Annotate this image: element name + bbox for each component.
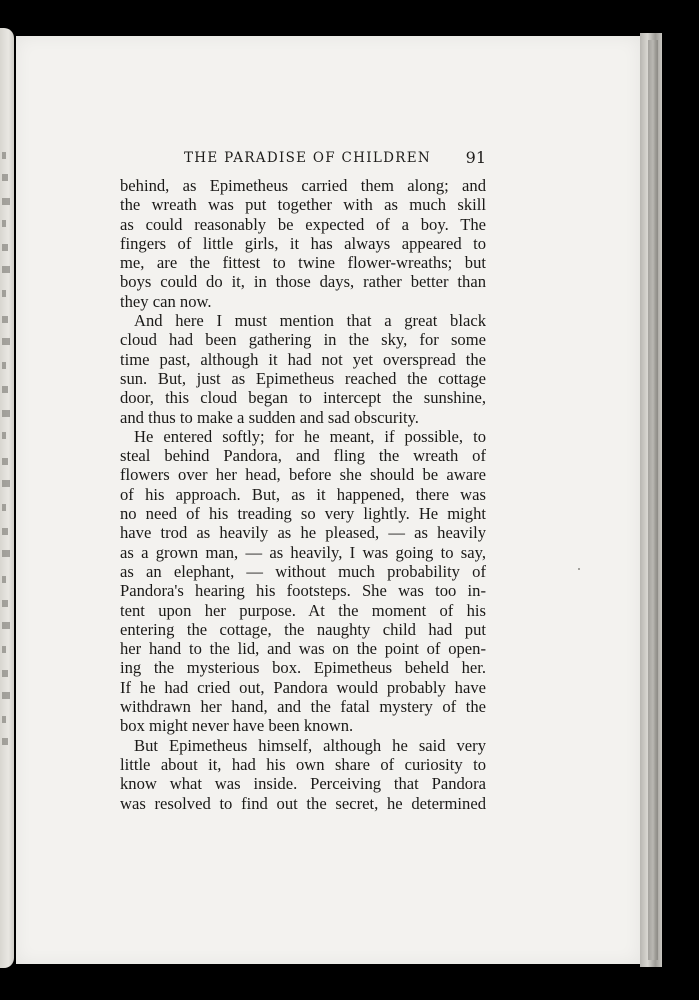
text-line: time past, although it had not yet overspread the — [120, 349, 486, 369]
text-line: as a grown man, — as heavily, I was going to say, — [120, 542, 486, 562]
text-line: But Epimetheus himself, although he said very — [134, 735, 486, 755]
bleed-mark — [2, 738, 8, 745]
text-line: as an elephant, — without much probability of — [120, 561, 486, 581]
text-line: Pandora's hearing his footsteps. She was too in- — [120, 581, 486, 601]
bleed-mark — [2, 716, 6, 723]
bleed-mark — [2, 266, 10, 273]
page-stack-shadow — [648, 40, 658, 960]
text-line: flowers over her head, before she should be aware — [120, 465, 486, 485]
text-line: He entered softly; for he meant, if possible, to — [134, 426, 486, 446]
text-line: withdrawn her hand, and the fatal mystery of the — [120, 697, 486, 717]
text-line: have trod as heavily as he pleased, — as heavily — [120, 523, 486, 543]
text-line: and thus to make a sudden and sad obscurity. — [120, 407, 419, 427]
text-line: of his approach. But, as it happened, there was — [120, 484, 486, 504]
bleed-mark — [2, 600, 8, 607]
text-line: sun. But, just as Epimetheus reached the cottage — [120, 368, 486, 388]
bleed-mark — [2, 362, 6, 369]
text-line: box might never have been known. — [120, 716, 354, 736]
bleed-mark — [2, 220, 6, 227]
text-line: steal behind Pandora, and fling the wreath of — [120, 446, 486, 466]
bleed-mark — [2, 244, 8, 251]
bleed-mark — [2, 480, 10, 487]
text-line: ing the mysterious box. Epimetheus beheld her. — [120, 658, 486, 678]
page-number: 91 — [465, 148, 486, 167]
bleed-mark — [2, 432, 6, 439]
bleed-mark — [2, 198, 10, 205]
bleed-mark — [2, 550, 10, 557]
bleed-mark — [2, 386, 8, 393]
text-line: And here I must mention that a great black — [134, 311, 486, 331]
bleed-mark — [2, 576, 6, 583]
bleed-mark — [2, 692, 10, 699]
bleed-mark — [2, 174, 8, 181]
bleed-mark — [2, 338, 10, 345]
bleed-mark — [2, 528, 8, 535]
bleed-mark — [2, 458, 8, 465]
text-line: If he had cried out, Pandora would probably have — [120, 677, 486, 697]
body-text — [120, 176, 486, 813]
text-line: the wreath was put together with as much skill — [120, 195, 486, 215]
text-line: no need of his treading so very lightly. He might — [120, 504, 486, 524]
text-line: as could reasonably be expected of a boy. The — [120, 214, 486, 234]
text-line: door, this cloud began to intercept the sunshine, — [120, 388, 486, 408]
bleed-mark — [2, 410, 10, 417]
bleed-mark — [2, 504, 6, 511]
text-line: boys could do it, in those days, rather better than — [120, 272, 486, 292]
bleed-mark — [2, 670, 8, 677]
text-line: tent upon her purpose. At the moment of his — [120, 600, 486, 620]
text-line: was resolved to find out the secret, he determined — [120, 793, 486, 813]
bleed-mark — [2, 316, 8, 323]
running-head-title: THE PARADISE OF CHILDREN — [184, 150, 431, 166]
facing-page-bleed-through — [0, 140, 12, 760]
text-line: behind, as Epimetheus carried them along; and — [120, 176, 486, 195]
text-line: little about it, had his own share of curiosity to — [120, 754, 486, 774]
running-head — [120, 148, 486, 172]
text-line: they can now. — [120, 291, 212, 311]
bleed-mark — [2, 622, 10, 629]
text-line: know what was inside. Perceiving that Pandora — [120, 774, 486, 794]
paper-speck — [578, 568, 580, 570]
text-line: entering the cottage, the naughty child had put — [120, 619, 486, 639]
text-line: me, are the fittest to twine flower-wreaths; but — [120, 253, 486, 273]
text-line: cloud had been gathering in the sky, for some — [120, 330, 486, 350]
text-line: fingers of little girls, it has always appeared to — [120, 233, 486, 253]
bleed-mark — [2, 152, 6, 159]
bleed-mark — [2, 290, 6, 297]
bleed-mark — [2, 646, 6, 653]
text-line: her hand to the lid, and was on the point of open- — [120, 639, 486, 659]
